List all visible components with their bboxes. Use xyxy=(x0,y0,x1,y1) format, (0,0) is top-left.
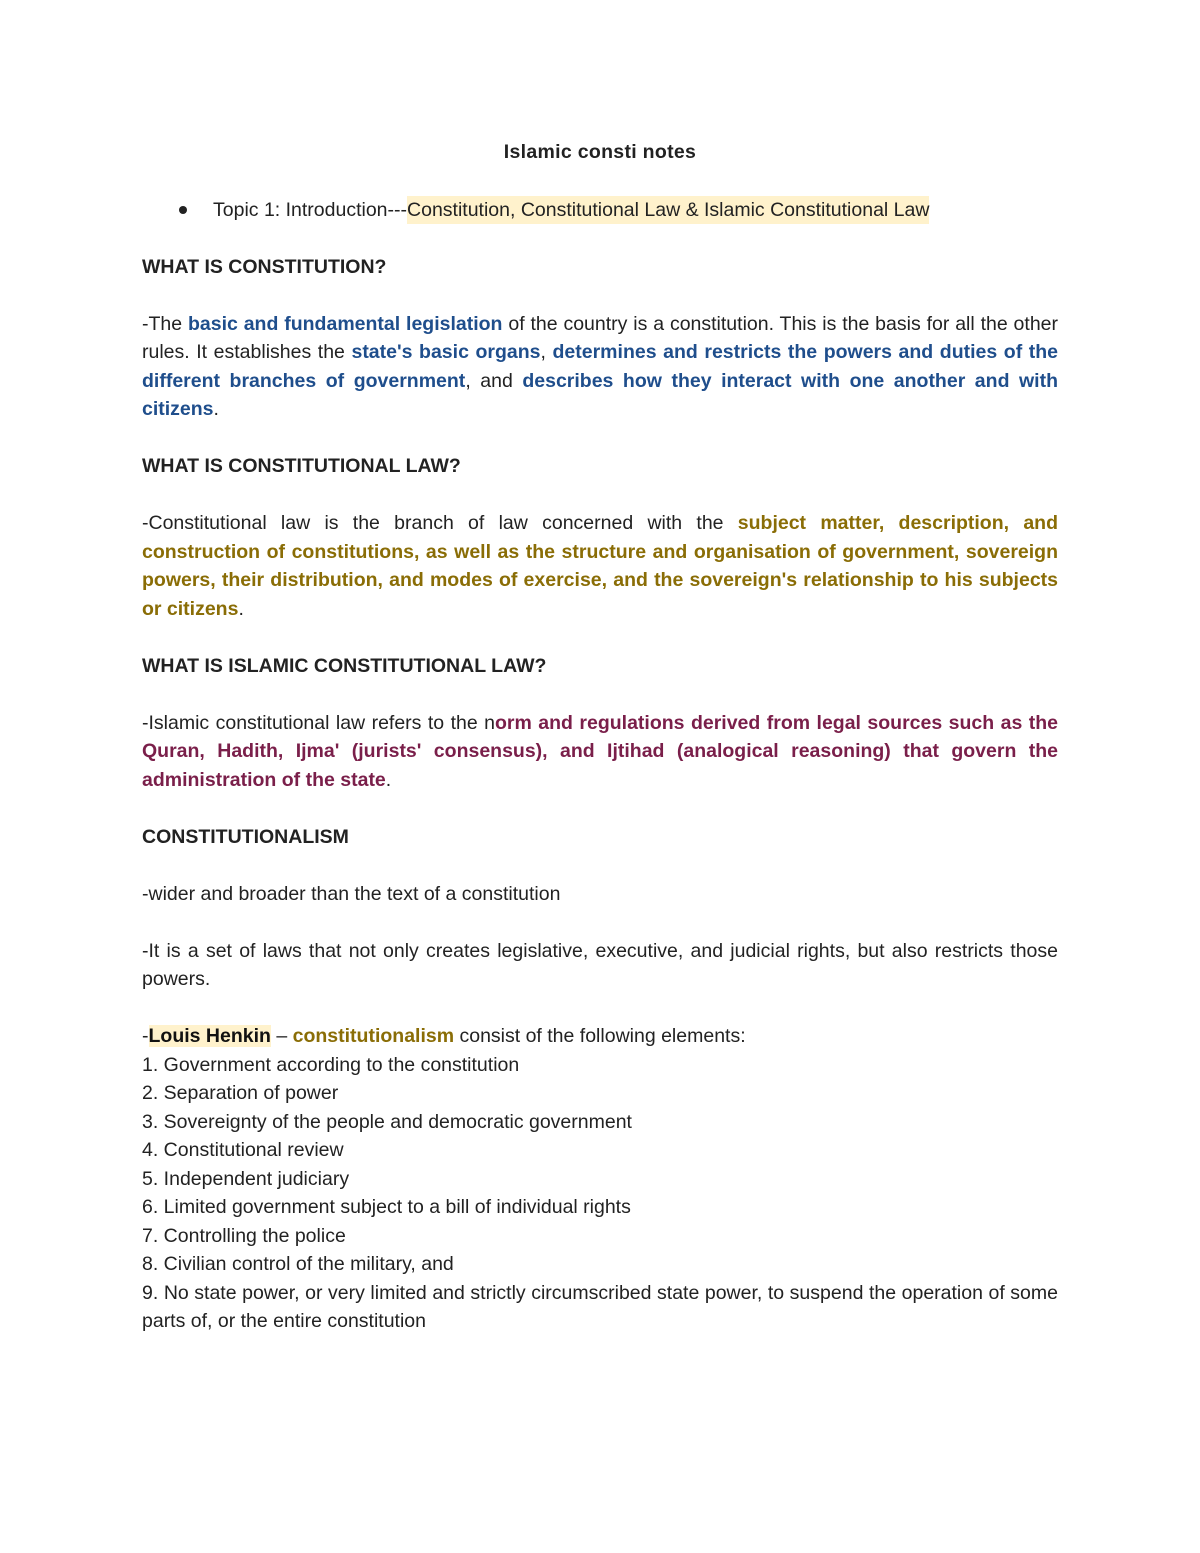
text-run: . xyxy=(238,597,244,620)
list-item: 9. No state power, or very limited and strictly circumscribed state power, to suspend the operation of some parts of, or the entire constitution xyxy=(142,1281,1058,1332)
list-item: 2. Separation of power xyxy=(142,1082,339,1104)
emphasis-run: basic and fundamental legislation xyxy=(187,312,503,335)
topic-highlight: Constitution, Constitutional Law & Islamic Constitutional Law xyxy=(407,196,929,225)
paragraph-constitutional-law xyxy=(142,509,1058,623)
topic-bullet-item xyxy=(179,196,1058,225)
text-run: , and xyxy=(465,369,523,392)
text-run: . xyxy=(385,768,392,791)
paragraph-set-of-laws: -It is a set of laws that not only creates legislative, executive, and judicial rights, but also restricts those powers. xyxy=(142,939,1058,990)
text-run: of the country is a constitution. This is the basis for all the other rules. It establishes the xyxy=(142,312,1058,363)
document-title: Islamic consti notes xyxy=(503,141,697,163)
text-run: -Constitutional law is the branch of law concerned with the xyxy=(142,512,738,534)
text-run: – xyxy=(270,1025,293,1047)
topic-prefix: Topic 1: Introduction--- xyxy=(213,198,408,221)
paragraph-constitution xyxy=(142,310,1058,424)
list-item: 7. Controlling the police xyxy=(142,1224,346,1247)
list-item: 4. Constitutional review xyxy=(142,1139,344,1161)
paragraph-islamic-constitutional-law xyxy=(142,709,1058,795)
heading-constitutionalism: CONSTITUTIONALISM xyxy=(142,825,349,848)
list-item: 1. Government according to the constitution xyxy=(142,1053,520,1076)
heading-constitution: WHAT IS CONSTITUTION? xyxy=(142,255,387,278)
list-item: 6. Limited government subject to a bill of individual rights xyxy=(142,1196,631,1218)
text-run: , xyxy=(540,341,553,363)
heading-islamic-constitutional-law: WHAT IS ISLAMIC CONSTITUTIONAL LAW? xyxy=(142,654,547,677)
document-body xyxy=(142,138,1058,1336)
author-name: Louis Henkin xyxy=(148,1025,271,1047)
text-run: -Islamic constitutional law refers to the n xyxy=(142,711,495,734)
text-run: . xyxy=(213,398,219,420)
paragraph-henkin xyxy=(142,1022,1058,1051)
list-item: 3. Sovereignty of the people and democratic government xyxy=(142,1110,632,1133)
elements-list xyxy=(142,1051,1058,1336)
emphasis-run: constitutionalism xyxy=(292,1025,455,1047)
heading-constitutional-law: WHAT IS CONSTITUTIONAL LAW? xyxy=(142,455,461,477)
emphasis-run: state's basic organs xyxy=(351,341,541,363)
bullet-icon xyxy=(179,206,187,214)
emphasis-run: determines and restricts the powers and duties of the different branches of government xyxy=(142,341,1059,392)
emphasis-run: orm and regulations derived from legal sources such as the Quran, Hadith, Ijma' (jurists' consensus), and Ijtihad (analogical reasoning) that govern the administration of the state xyxy=(142,711,1059,791)
text-run: - xyxy=(142,1025,149,1047)
emphasis-run: describes how they interact with one another and with citizens xyxy=(142,369,1059,420)
text-run: -The xyxy=(142,312,188,335)
emphasis-run: subject matter, description, and construction of constitutions, as well as the structure and organisation of government, sovereign powers, their distribution, and modes of exercise, and the sovereign's relationship to his subjects or citizens xyxy=(142,512,1058,620)
list-item: 8. Civilian control of the military, and xyxy=(142,1253,454,1275)
text-run: consist of the following elements: xyxy=(454,1025,746,1047)
list-item: 5. Independent judiciary xyxy=(142,1167,350,1190)
paragraph-wider-broader: -wider and broader than the text of a constitution xyxy=(142,882,561,905)
